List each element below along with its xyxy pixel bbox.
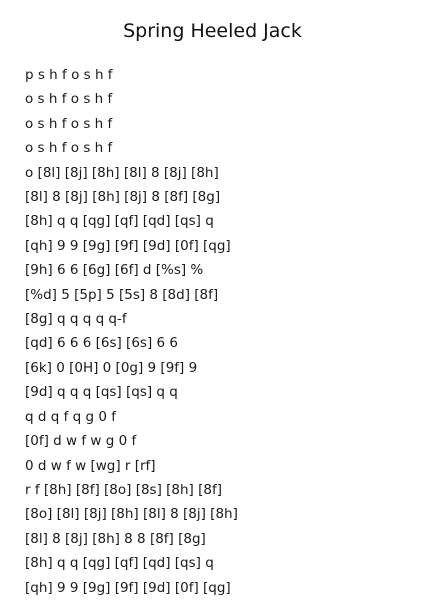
note-line: [8l] 8 [8j] [8h] [8j] 8 [8f] [8g] <box>25 189 221 206</box>
note-line: q d q f q g 0 f <box>25 408 116 425</box>
note-line: o s h f o s h f <box>25 140 113 157</box>
note-line: 0 d w f w [wg] r [rf] <box>25 457 156 474</box>
note-line: [8o] [8l] [8j] [8h] [8l] 8 [8j] [8h] <box>25 506 238 523</box>
note-line: [%d] 5 [5p] 5 [5s] 8 [8d] [8f] <box>25 286 219 303</box>
note-line: [8h] q q [qg] [qf] [qd] [qs] q <box>25 213 214 230</box>
note-line: [6k] 0 [0H] 0 [0g] 9 [9f] 9 <box>25 359 198 376</box>
note-line: [8h] q q [qg] [qf] [qd] [qs] q <box>25 555 214 572</box>
note-line: o [8l] [8j] [8h] [8l] 8 [8j] [8h] <box>25 164 219 181</box>
note-line: o s h f o s h f <box>25 91 113 108</box>
note-line: [qd] 6 6 6 [6s] [6s] 6 6 <box>25 335 178 352</box>
note-line: r f [8h] [8f] [8o] [8s] [8h] [8f] <box>25 481 222 498</box>
note-line: [8g] q q q q q-f <box>25 311 127 328</box>
note-line: [9d] q q q [qs] [qs] q q <box>25 384 178 401</box>
note-line: [8l] 8 [8j] [8h] 8 8 [8f] [8g] <box>25 530 206 547</box>
document-title: Spring Heeled Jack <box>123 20 302 42</box>
note-line: [0f] d w f w g 0 f <box>25 433 137 450</box>
note-line: p s h f o s h f <box>25 67 113 83</box>
note-line: [qh] 9 9 [9g] [9f] [9d] [0f] [qg] <box>25 579 231 596</box>
notes-list <box>25 63 238 600</box>
note-line: [9h] 6 6 [6g] [6f] d [%s] % <box>25 262 204 279</box>
note-line: o s h f o s h f <box>25 115 113 132</box>
note-line: [qh] 9 9 [9g] [9f] [9d] [0f] [qg] <box>25 237 231 254</box>
